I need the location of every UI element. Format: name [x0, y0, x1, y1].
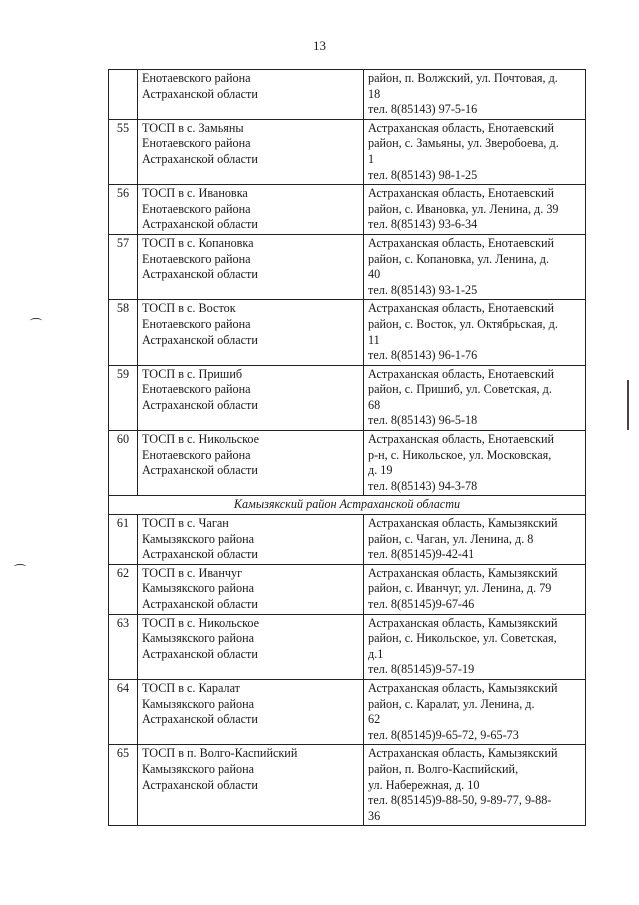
address-line: район, с. Иванчуг, ул. Ленина, д. 79	[368, 581, 552, 596]
address-line: район, с. Восток, ул. Октябрьская, д.	[368, 316, 558, 331]
address-line: район, п. Волжский, ул. Почтовая, д.	[368, 71, 558, 85]
row-number: 62	[109, 564, 138, 614]
address-line: тел. 8(85145)9-57-19	[368, 662, 475, 677]
name-line: ТОСП в с. Замьяны	[142, 120, 244, 135]
name-line: ТОСП в с. Пришиб	[142, 366, 243, 381]
table-row	[109, 614, 586, 679]
name-line: Енотаевского района	[142, 136, 251, 151]
row-address-cell	[364, 300, 586, 365]
name-line: Астраханской области	[142, 397, 258, 412]
section-header-row	[109, 496, 586, 515]
address-line: район, с. Никольское, ул. Советская,	[368, 631, 557, 646]
row-address-cell	[364, 70, 586, 120]
name-line: Астраханской области	[142, 597, 258, 611]
page-number: 13	[313, 38, 326, 53]
address-line: тел. 8(85143) 93-1-25	[368, 282, 478, 297]
address-line: д.1	[368, 646, 384, 661]
name-line: ТОСП в с. Иванчуг	[142, 565, 243, 580]
row-address-cell	[364, 234, 586, 299]
name-line: Камызякского района	[142, 761, 255, 776]
name-line: Енотаевского района	[142, 316, 251, 331]
row-number: 64	[109, 679, 138, 744]
address-line: р-н, с. Никольское, ул. Московская,	[368, 447, 552, 462]
address-line: тел. 8(85145)9-42-41	[368, 547, 475, 562]
name-line: Камызякского района	[142, 631, 255, 646]
address-line: ул. Набережная, д. 10	[368, 777, 480, 792]
row-number: 59	[109, 365, 138, 430]
table-row	[109, 119, 586, 184]
address-line: Астраханская область, Камызякский	[368, 746, 558, 761]
row-address-cell	[364, 745, 586, 826]
name-line: Астраханской области	[142, 646, 258, 661]
address-line: тел. 8(85143) 96-5-18	[368, 413, 478, 428]
address-line: тел. 8(85145)9-67-46	[368, 597, 475, 611]
address-line: район, с. Копановка, ул. Ленина, д.	[368, 251, 550, 266]
address-line: район, с. Каралат, ул. Ленина, д.	[368, 696, 535, 711]
address-line: район, п. Волго-Каспийский,	[368, 761, 519, 776]
address-line: 36	[368, 808, 381, 823]
row-number: 63	[109, 614, 138, 679]
row-number: 55	[109, 119, 138, 184]
name-line: ТОСП в с. Никольское	[142, 615, 260, 630]
name-line: Астраханской области	[142, 86, 258, 101]
name-line: Астраханской области	[142, 547, 258, 562]
name-line: Енотаевского района	[142, 447, 251, 462]
address-line: Астраханская область, Енотаевский	[368, 235, 555, 250]
row-number: 58	[109, 300, 138, 365]
name-line: Енотаевского района	[142, 201, 251, 216]
address-line: 18	[368, 86, 381, 101]
name-line: ТОСП в с. Никольское	[142, 432, 260, 447]
name-line: ТОСП в п. Волго-Каспийский	[142, 746, 298, 761]
row-address-cell	[364, 119, 586, 184]
row-address-cell	[364, 431, 586, 496]
row-address-cell	[364, 185, 586, 235]
row-name-cell	[138, 745, 364, 826]
name-line: Астраханской области	[142, 777, 258, 792]
name-line: Камызякского района	[142, 531, 255, 546]
row-name-cell	[138, 234, 364, 299]
table-row-continuation	[109, 70, 586, 120]
table-row	[109, 300, 586, 365]
name-line: ТОСП в с. Ивановка	[142, 186, 248, 201]
address-line: Астраханская область, Енотаевский	[368, 366, 555, 381]
address-line: Астраханская область, Енотаевский	[368, 432, 555, 447]
row-name-cell	[138, 300, 364, 365]
address-line: Астраханская область, Камызякский	[368, 615, 558, 630]
row-number: 60	[109, 431, 138, 496]
name-line: Астраханской области	[142, 217, 258, 232]
address-line: Астраханская область, Камызякский	[368, 565, 558, 580]
address-line: 11	[368, 332, 380, 347]
table-row	[109, 515, 586, 565]
name-line: Енотаевского района	[142, 71, 251, 85]
row-name-cell	[138, 515, 364, 565]
name-line: Астраханской области	[142, 151, 258, 166]
address-line: район, с. Чаган, ул. Ленина, д. 8	[368, 531, 534, 546]
address-line: Астраханская область, Енотаевский	[368, 301, 555, 316]
name-line: Енотаевского района	[142, 382, 251, 397]
address-line: 40	[368, 267, 381, 282]
name-line: ТОСП в с. Каралат	[142, 680, 241, 695]
address-line: район, с. Замьяны, ул. Зверобоева, д.	[368, 136, 559, 151]
address-line: д. 19	[368, 463, 393, 478]
table-row	[109, 234, 586, 299]
row-address-cell	[364, 614, 586, 679]
address-line: тел. 8(85143) 93-6-34	[368, 217, 478, 232]
table-row	[109, 185, 586, 235]
address-line: 62	[368, 712, 381, 727]
address-line: Астраханская область, Енотаевский	[368, 186, 555, 201]
scan-edge-line	[627, 380, 629, 430]
name-line: Енотаевского района	[142, 251, 251, 266]
row-name-cell	[138, 185, 364, 235]
row-number: 56	[109, 185, 138, 235]
name-line: Астраханской области	[142, 463, 258, 478]
address-line: тел. 8(85143) 96-1-76	[368, 348, 478, 363]
name-line: ТОСП в с. Чаган	[142, 516, 229, 531]
row-address-cell	[364, 564, 586, 614]
address-line: район, с. Пришиб, ул. Советская, д.	[368, 382, 552, 397]
row-number: 65	[109, 745, 138, 826]
row-name-cell	[138, 614, 364, 679]
address-line: тел. 8(85143) 98-1-25	[368, 167, 478, 182]
table-row	[109, 564, 586, 614]
address-line: район, с. Ивановка, ул. Ленина, д. 39	[368, 201, 559, 216]
scan-mark	[14, 564, 26, 569]
row-name-cell	[138, 431, 364, 496]
address-line: тел. 8(85143) 97-5-16	[368, 102, 478, 117]
row-address-cell	[364, 679, 586, 744]
section-title: Камызякский район Астраханской области	[109, 496, 586, 515]
address-line: тел. 8(85145)9-65-72, 9-65-73	[368, 727, 519, 742]
row-name-cell	[138, 70, 364, 120]
name-line: ТОСП в с. Копановка	[142, 235, 254, 250]
name-line: ТОСП в с. Восток	[142, 301, 236, 316]
scan-mark	[30, 318, 42, 323]
name-line: Камызякского района	[142, 696, 255, 711]
row-name-cell	[138, 679, 364, 744]
row-name-cell	[138, 564, 364, 614]
address-line: Астраханская область, Камызякский	[368, 516, 558, 531]
table-row	[109, 431, 586, 496]
name-line: Астраханской области	[142, 332, 258, 347]
row-number-cell	[109, 70, 138, 120]
row-address-cell	[364, 515, 586, 565]
address-line: Астраханская область, Енотаевский	[368, 120, 555, 135]
row-name-cell	[138, 119, 364, 184]
address-line: тел. 8(85145)9-88-50, 9-89-77, 9-88-	[368, 793, 552, 808]
address-line: тел. 8(85143) 94-3-78	[368, 478, 478, 493]
row-address-cell	[364, 365, 586, 430]
address-line: 68	[368, 397, 381, 412]
row-number: 61	[109, 515, 138, 565]
table-body	[109, 70, 586, 826]
table-row	[109, 679, 586, 744]
row-name-cell	[138, 365, 364, 430]
row-number: 57	[109, 234, 138, 299]
table-row	[109, 745, 586, 826]
name-line: Астраханской области	[142, 712, 258, 727]
address-line: Астраханская область, Камызякский	[368, 680, 558, 695]
name-line: Астраханской области	[142, 267, 258, 282]
organizations-table	[108, 69, 586, 826]
name-line: Камызякского района	[142, 581, 255, 596]
table-row	[109, 365, 586, 430]
address-line: 1	[368, 151, 375, 166]
